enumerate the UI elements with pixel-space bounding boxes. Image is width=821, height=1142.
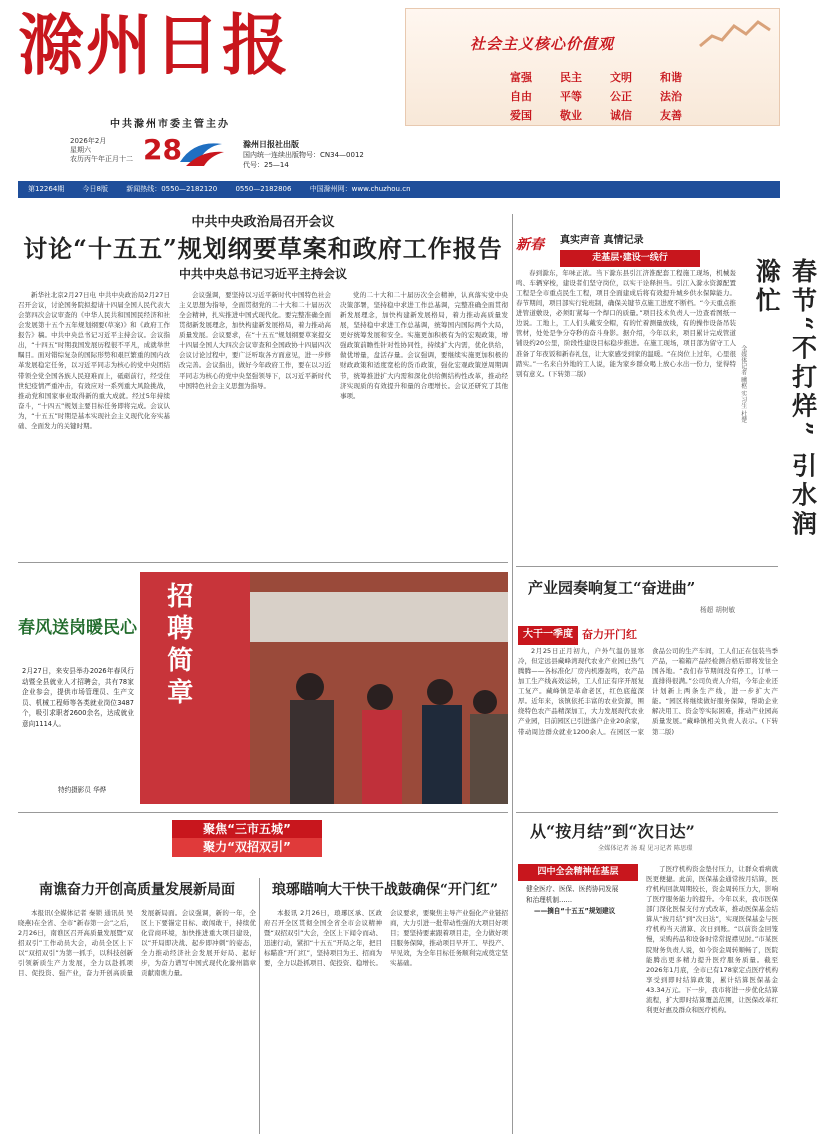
medical-divider bbox=[516, 812, 778, 813]
publisher-name: 滁州日报社出版 bbox=[243, 140, 299, 149]
issue-number: 第12264期 bbox=[28, 185, 65, 193]
page-count: 今日8版 bbox=[82, 185, 108, 193]
great-wall-icon bbox=[700, 12, 770, 52]
spring-headline: 春节“不打烊” 引水润滁忙 bbox=[752, 258, 818, 540]
lead-kicker: 中共中央政治局召开会议 bbox=[191, 215, 335, 230]
core-value-word: 富强 bbox=[510, 71, 532, 84]
story2-headline: 琅琊瞄响大干快干战鼓确保“开门红” bbox=[271, 882, 499, 898]
date-day: 28 bbox=[143, 133, 182, 166]
issn-line: 国内统一连续出版物号：CN34—0012 bbox=[243, 150, 364, 159]
date-line-3: 农历丙午年正月十二 bbox=[70, 155, 133, 164]
medical-sidebar-title: 四中全会精神在基层 bbox=[518, 864, 638, 881]
medical-sidebar-line-2: 和治理机制…… bbox=[526, 896, 573, 905]
industrial-headline: 产业园奏响复工“奋进曲” bbox=[528, 579, 696, 597]
core-value-word: 和谐 bbox=[660, 71, 682, 84]
core-value-word: 诚信 bbox=[610, 108, 632, 122]
newspaper-logo-icon bbox=[176, 136, 228, 170]
lead-subhead: 中共中央总书记习近平主持会议 bbox=[178, 267, 347, 281]
feature-column-divider bbox=[259, 878, 260, 1134]
date-block bbox=[70, 137, 133, 164]
website[interactable]: 中国滁州网：www.chuzhou.cn bbox=[309, 185, 411, 193]
lead-column-2: 会议强调，要坚持以习近平新时代中国特色社会主义思想为指导，全面贯彻党的二十大和二十届历次全会精神，扎实推进中国式现代化。要完整准确全面贯彻新发展理念，加快构建新发展格局，着力推动高质量发展。会议要求，在“十五五”规划纲要草案提交十四届全国人大四次会议审查和全国政协十四届四次会议讨论过程中，要广泛听取各方面意见，进一步修改完善。会议指出，做好今年政府工作，要在以习近平同志为核心的党中央坚强领导下，以习近平新时代中国特色社会主义思想为指导。 bbox=[179, 291, 331, 390]
core-value-word: 友善 bbox=[660, 108, 682, 122]
masthead-subtitle: 中共滁州市委主管主办 bbox=[110, 119, 230, 130]
date-line-1: 2026年2月 bbox=[70, 137, 107, 145]
spring-kicker: 新春 bbox=[516, 237, 544, 253]
info-bar bbox=[18, 181, 780, 198]
industrial-tag-2: 奋力开门红 bbox=[582, 628, 637, 641]
code-line: 代号：25—14 bbox=[243, 160, 289, 169]
spring-label-2: 走基层·建设一线行 bbox=[560, 250, 700, 267]
spring-body: 春到滁东，年味正浓。当下滁东县引江济淮配套工程施工现场，机械轰鸣、车辆穿梭，建设者们坚守岗位，以实干诠释担当。引江入滁水资源配置工程是全市重点民生工程，项目全面建成后将有效提升城乡供水保障能力。春节期间，项目部实行轮班制，确保关键节点施工进度不断档。“今天重点推进管道敷设，必须盯紧每一个焊口的质量。”项目技术负责人一边查看图纸一边说。工地上，工人们头戴安全帽，有的忙着测量放线，有的操作设备吊装管材，处处是争分夺秒的奋斗身影。据介绍，今年以来，项目累计完成管道铺设约20公里，阶段性建设目标稳步推进。在施工现场，项目部为留守工人准备了年夜饭和新春礼包，让大家感受到家的温暖。“在岗位上过年，心里很踏实。”一名来自外地的工人说，能为家乡群众喝上放心水出一份力，觉得特别有意义。(下转第二版) bbox=[516, 269, 736, 378]
job-fair-photo bbox=[140, 572, 508, 804]
lead-column-3: 党的二十大和二十届历次全会精神，认真落实党中央决策部署，坚持稳中求进工作总基调，完整准确全面贯彻新发展理念，加快构建新发展格局，着力推动高质量发展，坚持稳中求进工作总基调，统筹国内国际两个大局，更好统筹发展和安全。实施更加积极有为的宏观政策，增强政策前瞻性针对性协同性，持续扩大内需，优化供给，做优增量，盘活存量。会议强调，要继续实施更加积极的财政政策和适度宽松的货币政策，强化宏观政策逆周期调节，统筹推进扩大内需和深化供给侧结构性改革，推动经济实现质的有效提升和量的合理增长。会议还研究了其他事项。 bbox=[340, 291, 508, 400]
industrial-divider bbox=[516, 566, 778, 567]
ad-hotline: 0550—2182806 bbox=[235, 185, 292, 193]
medical-headline: 从“按月结”到“次日达” bbox=[530, 822, 695, 841]
core-value-word: 民主 bbox=[560, 71, 582, 84]
core-value-word: 敬业 bbox=[560, 108, 582, 122]
story1-headline: 南谯奋力开创高质量发展新局面 bbox=[39, 882, 235, 898]
news-hotline: 新闻热线：0550—2182120 bbox=[126, 185, 218, 193]
right-column-divider bbox=[512, 214, 513, 1134]
masthead-title: 滁州日报 bbox=[18, 6, 290, 84]
core-values-title: 社会主义核心价值观 bbox=[470, 35, 615, 53]
lead-column-1: 新华社北京2月27日电 中共中央政治局2月27日召开会议，讨论国务院拟提请十四届全国人民代表大会第四次会议审查的《中华人民共和国国民经济和社会发展第十五个五年规划纲要(草案)》和《政府工作报告》稿。中共中央总书记习近平主持会议。会议指出，“十四五”时期我国发展历程很不平凡，成就举世瞩目。面对错综复杂的国际形势和艰巨繁重的国内改革发展稳定任务，以习近平同志为核心的党中央团结带领全党全国各族人民迎难而上，砥砺前行，经受住世纪疫情严重冲击，有效应对一系列重大风险挑战，推动党和国家事业取得新的重大成就。经过5年持续奋斗，“十四五”规划主要目标任务即将完成。会议认为，“十五五”时期是基本实现社会主义现代化夯实基础、全面发力的关键时期。 bbox=[18, 291, 170, 430]
feature-divider bbox=[18, 812, 508, 813]
photo-story-title: 春风送岗暖民心 bbox=[18, 618, 137, 638]
lead-headline: 讨论“十五五”规划纲要草案和政府工作报告 bbox=[23, 234, 503, 263]
publisher-block bbox=[243, 139, 364, 170]
medical-sidebar-line-1: 健全医疗、医保、医药协同发展 bbox=[526, 885, 619, 893]
medical-body: 了医疗机构资金垫付压力，让群众看病就医更便捷。此前，医保基金通常按月结算，医疗机构回款周期较长，资金周转压力大，影响了医疗服务能力的提升。今年以来，我市医保部门深化医保支付方式改革，推动医保基金结算从“按月结”到“次日达”，实现医保基金与医疗机构当天清算、次日到账。“以前资金回笼慢，采购药品和设备时常常捉襟见肘。”市某医院财务负责人说，如今资金周转顺畅了，医院能腾出更多精力提升医疗服务质量。截至2026年1月底，全市已有178家定点医疗机构享受到即时结算政策，累计结算医保基金43.34万元。下一步，我市将进一步优化结算流程，扩大即时结算覆盖范围，让医保改革红利更好惠及群众和医疗机构。 bbox=[646, 865, 778, 1014]
core-value-word: 法治 bbox=[660, 89, 682, 103]
story1-body: 本报讯(全媒体记者 秦锁 通讯员 吴晓燕)在全省、全市“新春第一会”之后，2月26日，南谯区召开高质量发展暨“双招双引”工作动员大会，动员全区上下以“双招双引”为第一抓手，以科技创新引领新质生产力发展，全力以赴抓项目、促投资、强产业，奋力开创高质量发展新局面。会议强调，新的一年，全区上下要锚定目标、敢闯敢干，持续优化营商环境，加快推进重大项目建设，以“开局即决战、起步即冲刺”的姿态，全力推动经济社会发展开好局、起好步，为奋力谱写中国式现代化滁州篇章贡献南谯力量。 bbox=[18, 909, 256, 978]
medical-sidebar bbox=[518, 884, 638, 918]
industrial-byline: 杨超 胡树敏 bbox=[700, 606, 736, 614]
core-values-grid bbox=[510, 70, 710, 124]
spring-label-1: 真实声音 真情记录 bbox=[560, 235, 644, 246]
core-value-word: 文明 bbox=[610, 71, 632, 84]
industrial-body: 2月25日正月初九，户外气温仍显寒冷，但定远县藏峰湾现代农业产业园已热气腾腾——各标准化厂房内机器轰鸣，农产品加工生产线高效运转，工人们正有序开展复工复产。藏峰镇是革命老区，红色底蕴深厚。近年来，该镇依托丰富的农业资源，围绕特色农产品精深加工，大力发展现代农业产业园，目前园区已引进落户企业20余家，带动周边群众就业1200余人。在园区一家食品公司的生产车间，工人们正在包装当季产品，一箱箱产品经检测合格后即将发往全国各地。“我们春节期间没有停工，订单一直排得很满。”公司负责人介绍，今年企业还计划新上两条生产线，进一步扩大产能。“园区将继续做好服务保障，帮助企业解决用工、资金等实际困难，推动产业园高质量发展。”藏峰镇相关负责人表示。(下转第二版) bbox=[518, 647, 778, 736]
core-value-word: 自由 bbox=[510, 89, 532, 103]
photo-caption: 2月27日，来安县举办2026年春风行动暨全县就业人才招聘会，共有78家企业参会，提供市场管理员、生产文员、机械工程师等各类就业岗位3487个，吸引求职者2600余名，达成就业意向1114人。 bbox=[22, 667, 134, 728]
story2-body: 本报讯 2月26日，琅琊区承、区政府召开全区贯彻全国全省全市会议精神暨“双招双引”大会，全区上下闻令而动、迅速行动，紧扣“十五五”开局之年，把目标瞄准“开门红”，坚持项目为王、招商为要，全力以赴抓项目、促投资、稳增长。会议要求，要聚焦主导产业强化产业链招商，大力引进一批带动性强的大项目好项目；要坚持要素跟着项目走，全力做好项目服务保障，推动项目早开工、早投产、早见效，为全年目标任务顺利完成奠定坚实基础。 bbox=[264, 909, 508, 968]
medical-byline: 全媒体记者 汤 琨 见习记者 陈思璟 bbox=[598, 845, 693, 852]
feature-label-2: 聚力“双招双引” bbox=[172, 838, 322, 857]
industrial-tag-1: 大干一季度 bbox=[518, 626, 578, 645]
photo-credit: 特约摄影员 华烨 bbox=[58, 786, 107, 794]
medical-sidebar-line-3: ——摘自“十五五”规划建议 bbox=[534, 907, 616, 916]
feature-label-1: 聚焦“三市五城” bbox=[172, 820, 322, 839]
recruitment-sign: 招聘简章 bbox=[162, 582, 193, 710]
spring-byline: 全媒体记者 曦枢 实习生 杜楚 bbox=[739, 345, 747, 423]
date-line-2: 星期六 bbox=[70, 146, 91, 155]
core-value-word: 公正 bbox=[610, 89, 632, 103]
core-value-word: 平等 bbox=[560, 89, 582, 103]
section-divider bbox=[18, 562, 508, 563]
core-value-word: 爱国 bbox=[510, 108, 532, 122]
